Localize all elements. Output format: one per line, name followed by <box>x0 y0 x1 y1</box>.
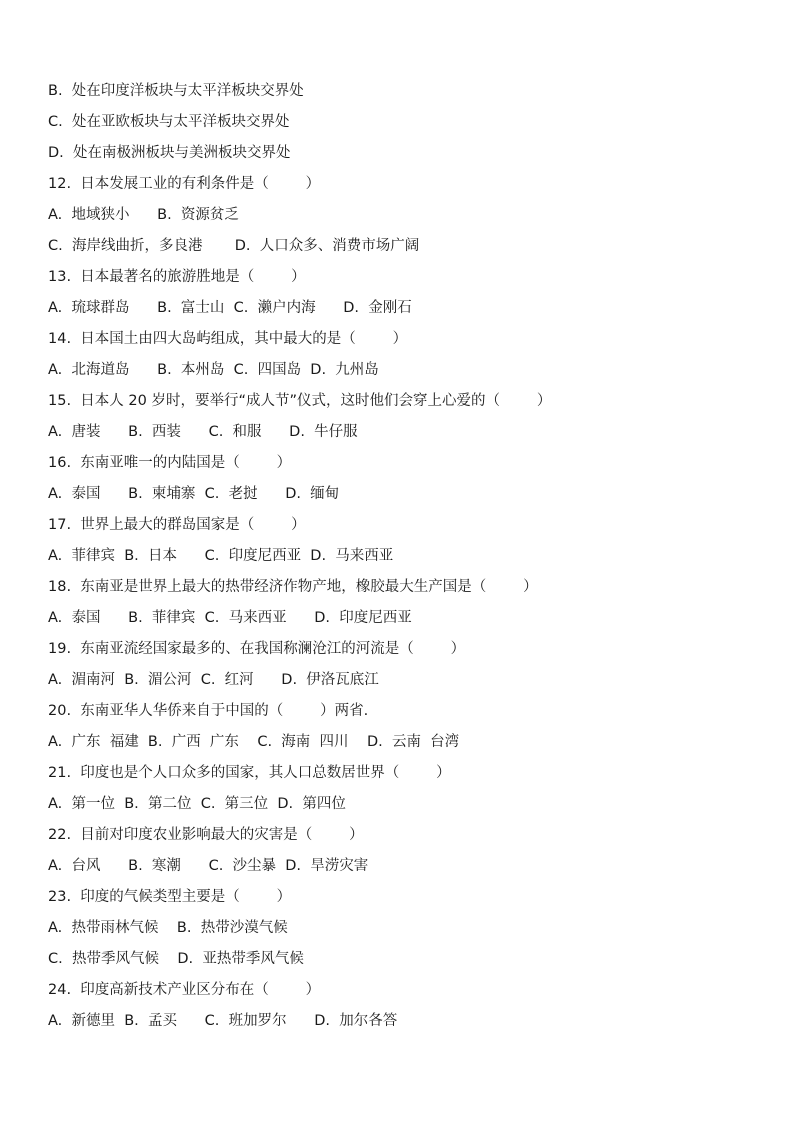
question-stem: 24. 印度高新技术产业区分布在（ ） <box>48 982 321 998</box>
question-stem: 16. 东南亚唯一的内陆国是（ ） <box>48 455 292 471</box>
answer-options: A. 地域狭小 B. 资源贫乏 <box>48 207 239 223</box>
answer-options: A. 第一位 B. 第二位 C. 第三位 D. 第四位 <box>48 796 346 812</box>
question-stem: 12. 日本发展工业的有利条件是（ ） <box>48 176 321 192</box>
question-stem: 13. 日本最著名的旅游胜地是（ ） <box>48 269 306 285</box>
answer-options: A. 新德里 B. 孟买 C. 班加罗尔 D. 加尔各答 <box>48 1013 398 1029</box>
answer-options: D. 处在南极洲板块与美洲板块交界处 <box>48 145 291 161</box>
answer-options: A. 泰国 B. 柬埔寨 C. 老挝 D. 缅甸 <box>48 486 340 502</box>
answer-options: A. 热带雨林气候 B. 热带沙漠气候 <box>48 920 288 936</box>
question-stem: 20. 东南亚华人华侨来自于中国的（ ）两省. <box>48 703 369 719</box>
answer-options: C. 热带季风气候 D. 亚热带季风气候 <box>48 951 304 967</box>
answer-options: C. 处在亚欧板块与太平洋板块交界处 <box>48 114 290 130</box>
question-stem: 15. 日本人 20 岁时，要举行“成人节”仪式，这时他们会穿上心爱的（ ） <box>48 393 552 409</box>
answer-options: A. 菲律宾 B. 日本 C. 印度尼西亚 D. 马来西亚 <box>48 548 394 564</box>
question-stem: 17. 世界上最大的群岛国家是（ ） <box>48 517 306 533</box>
answer-options: A. 台风 B. 寒潮 C. 沙尘暴 D. 旱涝灾害 <box>48 858 369 874</box>
answer-options: B. 处在印度洋板块与太平洋板块交界处 <box>48 83 304 99</box>
answer-options: A. 琉球群岛 B. 富士山 C. 濑户内海 D. 金刚石 <box>48 300 412 316</box>
question-stem: 23. 印度的气候类型主要是（ ） <box>48 889 292 905</box>
answer-options: A. 北海道岛 B. 本州岛 C. 四国岛 D. 九州岛 <box>48 362 379 378</box>
question-stem: 18. 东南亚是世界上最大的热带经济作物产地，橡胶最大生产国是（ ） <box>48 579 538 595</box>
question-stem: 21. 印度也是个人口众多的国家，其人口总数居世界（ ） <box>48 765 451 781</box>
answer-options: A. 唐装 B. 西装 C. 和服 D. 牛仔服 <box>48 424 358 440</box>
question-stem: 14. 日本国土由四大岛屿组成，其中最大的是（ ） <box>48 331 408 347</box>
question-stem: 22. 目前对印度农业影响最大的灾害是（ ） <box>48 827 364 843</box>
answer-options: A. 湄南河 B. 湄公河 C. 红河 D. 伊洛瓦底江 <box>48 672 379 688</box>
answer-options: A. 广东 福建 B. 广西 广东 C. 海南 四川 D. 云南 台湾 <box>48 734 460 750</box>
question-stem: 19. 东南亚流经国家最多的、在我国称澜沧江的河流是（ ） <box>48 641 466 657</box>
answer-options: A. 泰国 B. 菲律宾 C. 马来西亚 D. 印度尼西亚 <box>48 610 412 626</box>
answer-options: C. 海岸线曲折，多良港 D. 人口众多、消费市场广阔 <box>48 238 420 254</box>
question-list <box>48 80 768 1041</box>
